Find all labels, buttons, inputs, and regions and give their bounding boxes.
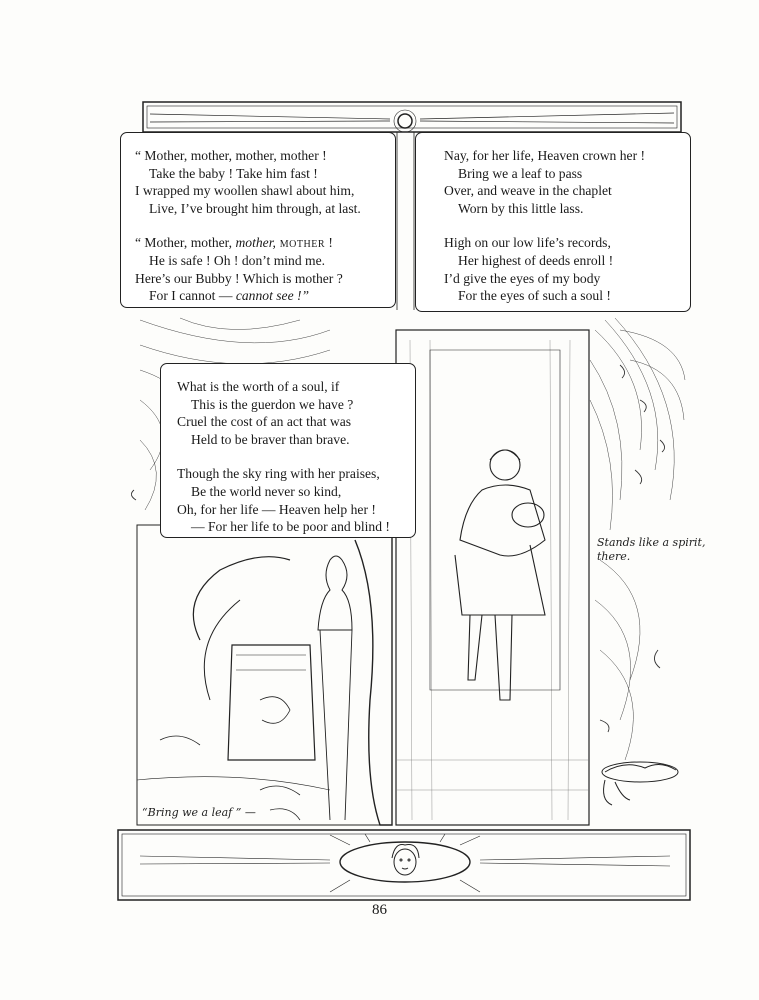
poem-box-right [415, 132, 691, 312]
garden-scene [137, 525, 392, 825]
poem-line: I’d give the eyes of my body [444, 270, 601, 286]
poem-line: “ Mother, mother, mother, mother ! [135, 235, 333, 251]
top-banner [143, 102, 681, 132]
poem-line: Take the baby ! Take him fast ! [149, 165, 318, 181]
poem-line: Here’s our Bubby ! Which is mother ? [135, 270, 343, 286]
poem-line: Nay, for her life, Heaven crown her ! [444, 148, 646, 163]
sun-ornament [398, 114, 412, 128]
poem-line: What is the worth of a soul, if [177, 379, 340, 394]
pedestal [228, 645, 315, 760]
doorway-scene [396, 330, 589, 825]
poem-line: “ Mother, mother, mother, mother ! [135, 148, 327, 163]
medallion [340, 842, 470, 882]
poem-line: Her highest of deeds enroll ! [458, 252, 614, 268]
laurel-wreath [602, 762, 678, 805]
poem-box-middle [160, 363, 416, 538]
poem-line: Oh, for her life — Heaven help her ! [177, 501, 376, 517]
poem-box-left [120, 132, 396, 308]
poem-line: Though the sky ring with her praises, [177, 466, 380, 482]
poem-line: Held to be braver than brave. [191, 431, 350, 447]
poem-line: He is safe ! Oh ! don’t mind me. [149, 252, 326, 268]
poem-line: Worn by this little lass. [458, 200, 584, 216]
bust-statue [318, 556, 352, 630]
poem-line: Live, I’ve brought him through, at last. [149, 200, 361, 216]
page-number: 86 [372, 902, 387, 918]
poem-line: — For her life to be poor and blind ! [191, 519, 390, 535]
poem-line: Over, and weave in the chaplet [444, 183, 612, 199]
poem-line: For the eyes of such a soul ! [458, 288, 611, 304]
caption-bring-leaf: “Bring we a leaf ” — [142, 806, 256, 819]
poem-line: For I cannot — cannot see !” [149, 288, 310, 304]
caption-stands-like-spirit: Stands like a spirit, there. [597, 536, 706, 563]
poem-line: I wrapped my woollen shawl about him, [135, 183, 355, 199]
bottom-banner [118, 830, 690, 900]
poem-line: This is the guerdon we have ? [191, 396, 354, 412]
poem-line: Be the world never so kind, [191, 483, 342, 499]
girl-figure [455, 450, 545, 700]
center-column [397, 132, 414, 310]
poem-line: Bring we a leaf to pass [458, 165, 583, 181]
poem-line: High on our low life’s records, [444, 235, 611, 251]
girl-face-portrait [392, 845, 419, 875]
poem-line: Cruel the cost of an act that was [177, 414, 352, 430]
tree-trunk [355, 530, 392, 825]
